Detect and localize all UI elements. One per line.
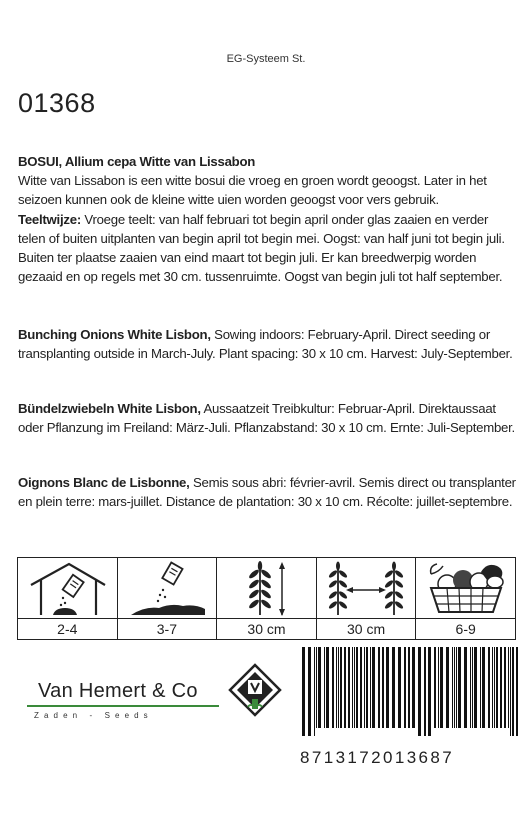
plant-spacing-value: 30 cm bbox=[347, 621, 386, 637]
barcode-bar bbox=[474, 647, 477, 728]
english-title: Bunching Onions White Lisbon, bbox=[18, 327, 211, 342]
growing-icons-strip bbox=[17, 557, 516, 640]
barcode-bar bbox=[510, 647, 511, 736]
barcode-bar bbox=[458, 647, 461, 728]
barcode-bar bbox=[378, 647, 380, 728]
barcode-bar bbox=[456, 647, 457, 728]
barcode-bar bbox=[424, 647, 426, 736]
english-description bbox=[18, 325, 518, 363]
article-number: 01368 bbox=[18, 88, 96, 118]
barcode-bar bbox=[360, 647, 362, 728]
barcode-bar bbox=[382, 647, 384, 728]
barcode-bar bbox=[372, 647, 375, 728]
barcode-bar bbox=[408, 647, 410, 728]
barcode-bar bbox=[370, 647, 371, 728]
barcode-bar bbox=[324, 647, 325, 728]
french-title: Oignons Blanc de Lisbonne, bbox=[18, 475, 190, 490]
barcode-bar bbox=[318, 647, 321, 728]
plant-height-value: 30 cm bbox=[247, 621, 286, 637]
german-description bbox=[18, 399, 518, 437]
barcode-bar bbox=[314, 647, 315, 736]
greenhouse-sowing-icon bbox=[18, 558, 117, 619]
barcode-bar bbox=[398, 647, 401, 728]
brand-emblem-icon bbox=[228, 663, 282, 717]
german-text: Aussaatzeit Treibkultur: Februar-April. Direktaussaat oder Pflanzung im Freiland: März-Juli. Pflanzabstand: 30 x 10 cm. Ernte: Juli-September. bbox=[18, 401, 515, 436]
barcode-bar bbox=[326, 647, 329, 728]
icon-cell-harvest bbox=[416, 558, 515, 639]
barcode-bar bbox=[302, 647, 305, 736]
barcode-bar bbox=[308, 647, 311, 736]
barcode-number: 8713172013687 bbox=[300, 748, 455, 767]
icon-cell-spacing bbox=[317, 558, 417, 639]
dutch-description bbox=[18, 152, 518, 286]
certification-label: EG-Systeem St. bbox=[226, 53, 306, 65]
dutch-advice-label: Teeltwijze: bbox=[18, 211, 81, 227]
french-description bbox=[18, 473, 518, 511]
barcode-bar bbox=[434, 647, 436, 728]
barcode-bar bbox=[340, 647, 342, 728]
harvest-months: 6-9 bbox=[455, 621, 476, 637]
barcode-bar bbox=[364, 647, 365, 728]
brand-tagline: Zaden - Seeds bbox=[34, 711, 153, 720]
dutch-advice: Vroege teelt: van half februari tot begin april onder glas zaaien en verder telen of buiten uitplanten van begin april tot begin mei. Oogst: van half juni tot begin juli. Buiten ter plaatse zaaien van eind maart tot begin juli. Er kan breedwerpig worden gezaaid en op regels met 30 cm. tussenruimte. Oogst van begin juli tot half september. bbox=[18, 211, 505, 285]
barcode-bar bbox=[500, 647, 502, 728]
barcode-bar bbox=[316, 647, 317, 728]
harvest-basket-icon bbox=[416, 558, 515, 619]
barcode bbox=[301, 647, 519, 736]
french-text: Semis sous abri: février-avril. Semis direct ou transplanter en plein terre: mars-juillet. Distance de plantation: 30 x 10 cm. Récolte: juillet-septembre. bbox=[18, 475, 516, 510]
plant-height-icon bbox=[217, 558, 316, 619]
barcode-bar bbox=[354, 647, 355, 728]
barcode-bar bbox=[366, 647, 368, 728]
barcode-bar bbox=[508, 647, 509, 728]
barcode-bar bbox=[356, 647, 358, 728]
barcode-bar bbox=[386, 647, 389, 728]
icon-cell-greenhouse bbox=[18, 558, 118, 639]
barcode-bar bbox=[338, 647, 339, 728]
barcode-bar bbox=[438, 647, 439, 728]
english-text: Sowing indoors: February-April. Direct seeding or transplanting outside in March-July. Plant spacing: 30 x 10 cm. Harvest: July-September. bbox=[18, 327, 513, 362]
barcode-bar bbox=[344, 647, 346, 728]
barcode-bar bbox=[446, 647, 449, 728]
icon-cell-outdoor bbox=[118, 558, 218, 639]
barcode-bar bbox=[452, 647, 453, 728]
barcode-bar bbox=[482, 647, 485, 728]
barcode-bar bbox=[418, 647, 421, 736]
barcode-bar bbox=[392, 647, 395, 728]
barcode-bar bbox=[404, 647, 406, 728]
barcode-bar bbox=[504, 647, 506, 728]
brand-divider bbox=[27, 705, 219, 707]
dutch-intro: Witte van Lissabon is een witte bosui die vroeg en groen wordt geoogst. Later in het seizoen kunnen ook de kleine witte uien worden geoogst voor vers gebruik. bbox=[18, 173, 487, 208]
dutch-title: BOSUI, Allium cepa Witte van Lissabon bbox=[18, 154, 256, 169]
barcode-bar bbox=[516, 647, 518, 736]
barcode-bar bbox=[440, 647, 443, 728]
barcode-bar bbox=[352, 647, 353, 728]
barcode-bar bbox=[480, 647, 481, 728]
barcode-bar bbox=[492, 647, 493, 728]
outdoor-sowing-months: 3-7 bbox=[156, 621, 177, 637]
greenhouse-sowing-months: 2-4 bbox=[57, 621, 78, 637]
barcode-bar bbox=[428, 647, 431, 736]
outdoor-sowing-icon bbox=[118, 558, 217, 619]
barcode-bar bbox=[348, 647, 350, 728]
barcode-bar bbox=[332, 647, 334, 728]
icon-cell-height bbox=[217, 558, 317, 639]
barcode-bar bbox=[336, 647, 337, 728]
barcode-bar bbox=[454, 647, 455, 728]
plant-spacing-icon bbox=[317, 558, 416, 619]
barcode-bar bbox=[470, 647, 471, 728]
barcode-bar bbox=[464, 647, 467, 728]
brand-name: Van Hemert & Co bbox=[38, 680, 198, 702]
barcode-bar bbox=[496, 647, 498, 728]
barcode-bar bbox=[472, 647, 473, 728]
barcode-bar bbox=[512, 647, 514, 736]
barcode-bar bbox=[488, 647, 490, 728]
barcode-bar bbox=[494, 647, 495, 728]
german-title: Bündelzwiebeln White Lisbon, bbox=[18, 401, 201, 416]
barcode-bar bbox=[412, 647, 415, 728]
